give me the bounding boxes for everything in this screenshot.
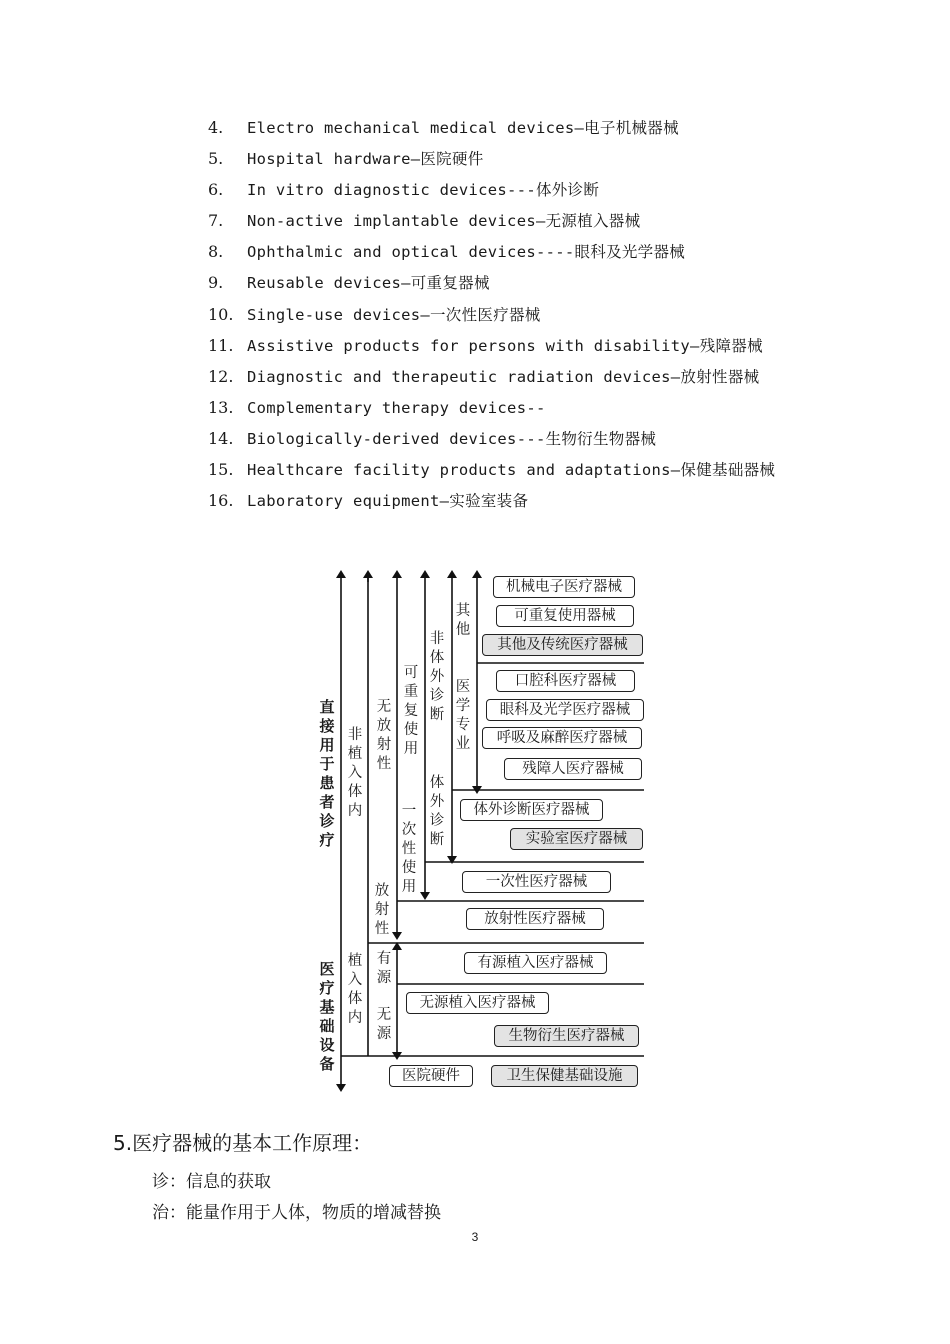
box-bio-derived: 生物衍生医疗器械: [494, 1025, 639, 1047]
list-item: [208, 394, 775, 425]
list-text: Assistive products for persons with disability—残障器械: [247, 336, 763, 355]
label-active: 有源: [376, 951, 392, 986]
label-infrastructure: 医疗基础设备: [319, 960, 335, 1073]
list-number: 10.: [208, 304, 234, 324]
label-direct: 直接用于患者诊疗: [319, 698, 335, 849]
label-radiation: 放射性: [374, 883, 390, 937]
list-item: [208, 176, 775, 207]
label-non-radiation: 无放射性: [376, 699, 392, 772]
principle-treatment: 治：能量作用于人体，物质的增减替换: [152, 1203, 441, 1223]
box-passive-implant: 无源植入医疗器械: [406, 992, 549, 1014]
list-item: [208, 207, 775, 238]
list-text: Non-active implantable devices—无源植入器械: [247, 212, 641, 231]
box-ivd: 体外诊断医疗器械: [460, 799, 603, 821]
list-item: [208, 425, 775, 456]
list-text: Laboratory equipment—实验室装备: [247, 492, 529, 511]
list-text: Hospital hardware—医院硬件: [247, 150, 484, 169]
list-number: 11.: [208, 335, 234, 355]
list-number: 15.: [208, 460, 234, 480]
list-number: 13.: [208, 397, 234, 417]
list-number: 14.: [208, 428, 234, 448]
label-non-implant: 非植入体内: [347, 727, 363, 819]
list-number: 16.: [208, 491, 234, 511]
list-number: 12.: [208, 366, 234, 386]
list-number: 5.: [208, 149, 224, 169]
principle-diagnosis: 诊：信息的获取: [152, 1172, 271, 1192]
classification-diagram: [300, 560, 650, 1100]
box-electromechanical: 机械电子医疗器械: [493, 576, 635, 598]
box-reusable: 可重复使用器械: [496, 605, 634, 627]
box-laboratory: 实验室医疗器械: [510, 828, 643, 850]
list-text: Single-use devices—一次性医疗器械: [247, 305, 541, 324]
box-healthcare-facility: 卫生保健基础设施: [491, 1065, 638, 1087]
list-item: [208, 487, 775, 518]
box-hospital-hardware: 医院硬件: [389, 1065, 473, 1087]
box-dental: 口腔科医疗器械: [496, 670, 635, 692]
label-ivd: 体外诊断: [429, 775, 445, 848]
label-passive: 无源: [376, 1007, 392, 1042]
list-text: Electro mechanical medical devices—电子机械器械: [247, 119, 679, 137]
list-text: Healthcare facility products and adaptations—保健基础器械: [247, 461, 776, 480]
list-text: Complementary therapy devices--: [247, 398, 546, 417]
label-single-use: 一次性使用: [401, 803, 417, 895]
list-text: Diagnostic and therapeutic radiation devices—放射性器械: [247, 367, 760, 386]
box-active-implant: 有源植入医疗器械: [464, 952, 607, 974]
list-text: Biologically-derived devices---生物衍生物器械: [247, 429, 657, 448]
list-item: [208, 145, 775, 176]
box-ophthalmic: 眼科及光学医疗器械: [486, 699, 644, 721]
section-heading: 5.医疗器械的基本工作原理：: [113, 1131, 373, 1155]
box-traditional: 其他及传统医疗器械: [482, 634, 643, 656]
label-implant: 植入体内: [347, 953, 363, 1026]
list-text: Ophthalmic and optical devices----眼科及光学器械: [247, 243, 686, 262]
list-number: 7.: [208, 211, 224, 231]
box-radiation: 放射性医疗器械: [466, 908, 604, 930]
label-reusable: 可重复使用: [403, 665, 419, 757]
list-item: [208, 114, 775, 145]
list-item: [208, 363, 775, 394]
list-item: [208, 332, 775, 363]
page-number: 3: [471, 1230, 479, 1244]
list-text: In vitro diagnostic devices---体外诊断: [247, 181, 600, 200]
list-item: [208, 301, 775, 332]
box-disability: 残障人医疗器械: [504, 758, 642, 780]
list-item: [208, 269, 775, 300]
list-number: 6.: [208, 180, 224, 200]
device-category-list: [208, 114, 775, 518]
list-item: [208, 456, 775, 487]
list-item: [208, 238, 775, 269]
box-single-use: 一次性医疗器械: [462, 871, 611, 893]
list-number: 4.: [208, 118, 224, 137]
label-non-ivd: 非体外诊断: [429, 631, 445, 723]
label-other: 其他: [455, 603, 471, 638]
box-respiratory: 呼吸及麻醉医疗器械: [482, 727, 642, 749]
list-number: 8.: [208, 242, 224, 262]
label-specialty: 医学专业: [455, 679, 471, 752]
list-text: Reusable devices—可重复器械: [247, 274, 490, 293]
list-number: 9.: [208, 273, 224, 293]
